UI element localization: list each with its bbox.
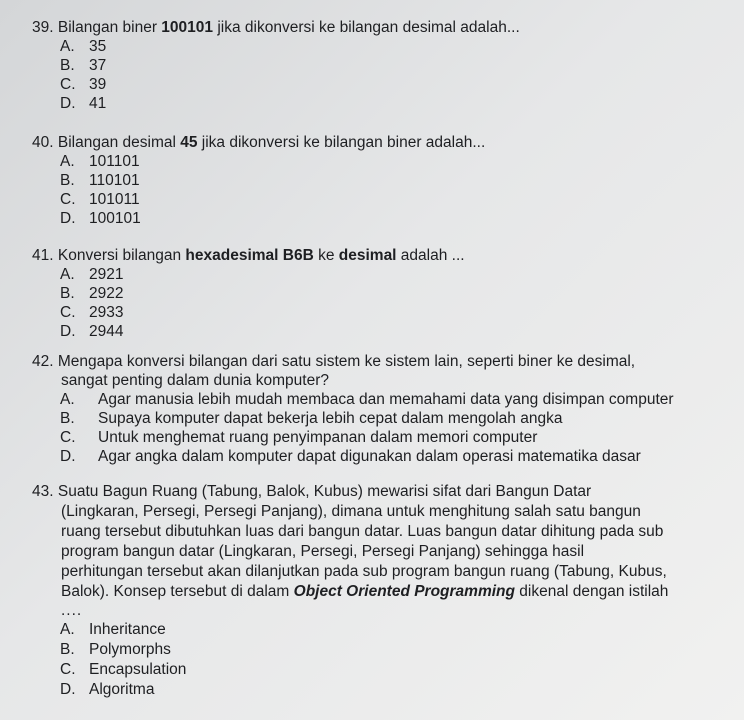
question-43	[32, 482, 668, 700]
question-stem: 43. Suatu Bagun Ruang (Tabung, Balok, Kubus) mewarisi sifat dari Bangun Datar	[32, 483, 592, 500]
option-d[interactable]: D. Agar angka dalam komputer dapat digunakan dalam operasi matematika dasar	[60, 448, 641, 465]
question-41	[32, 246, 465, 341]
option-b[interactable]: B. 110101	[60, 172, 140, 189]
option-a[interactable]: A. 2921	[60, 266, 124, 283]
question-40	[32, 133, 485, 228]
option-c[interactable]: C. Untuk menghemat ruang penyimpanan dalam memori computer	[60, 429, 538, 446]
option-c[interactable]: C. 39	[60, 76, 107, 93]
option-d[interactable]: D. Algoritma	[60, 681, 155, 698]
option-a[interactable]: A. 35	[60, 38, 107, 55]
option-b[interactable]: B. 2922	[60, 285, 124, 302]
option-list	[32, 390, 674, 466]
option-d[interactable]: D. 100101	[60, 210, 141, 227]
question-stem-line: perhitungan tersebut akan dilanjutkan pada sub program bangun ruang (Tabung, Kubus,	[61, 563, 667, 580]
option-a[interactable]: A. 101101	[60, 153, 140, 170]
option-list	[32, 152, 485, 228]
option-a[interactable]: A. Inheritance	[60, 621, 166, 638]
option-list	[32, 620, 668, 700]
option-list	[32, 37, 520, 113]
question-stem-line: (Lingkaran, Persegi, Persegi Panjang), dimana untuk menghitung salah satu bangun	[61, 503, 641, 520]
option-b[interactable]: B. 37	[60, 57, 107, 74]
question-stem: 41. Konversi bilangan hexadesimal B6B ke desimal adalah ...	[32, 247, 465, 264]
option-list	[32, 265, 465, 341]
option-b[interactable]: B. Supaya komputer dapat bekerja lebih cepat dalam mengolah angka	[60, 410, 563, 427]
option-c[interactable]: C. Encapsulation	[60, 661, 187, 678]
question-stem: 42. Mengapa konversi bilangan dari satu sistem ke sistem lain, seperti biner ke desimal,	[32, 353, 636, 370]
question-42	[32, 352, 674, 466]
question-stem: 40. Bilangan desimal 45 jika dikonversi ke bilangan biner adalah...	[32, 134, 486, 151]
option-c[interactable]: C. 101011	[60, 191, 140, 208]
option-a[interactable]: A. Agar manusia lebih mudah membaca dan memahami data yang disimpan computer	[60, 391, 674, 408]
question-39	[32, 18, 520, 113]
question-stem-line: program bangun datar (Lingkaran, Persegi, Persegi Panjang) sehingga hasil	[61, 543, 585, 560]
option-b[interactable]: B. Polymorphs	[60, 641, 171, 658]
option-d[interactable]: D. 41	[60, 95, 107, 112]
question-stem-line: ruang tersebut dibutuhkan luas dari bangun datar. Luas bangun datar dihitung pada sub	[61, 523, 664, 540]
option-d[interactable]: D. 2944	[60, 323, 124, 340]
question-stem-continued: sangat penting dalam dunia komputer?	[61, 372, 329, 389]
answer-blank: ....	[61, 602, 83, 619]
option-c[interactable]: C. 2933	[60, 304, 124, 321]
question-stem-line: Balok). Konsep tersebut di dalam Object Oriented Programming dikenal dengan istilah	[61, 583, 669, 600]
question-stem: 39. Bilangan biner 100101 jika dikonversi ke bilangan desimal adalah...	[32, 19, 520, 36]
